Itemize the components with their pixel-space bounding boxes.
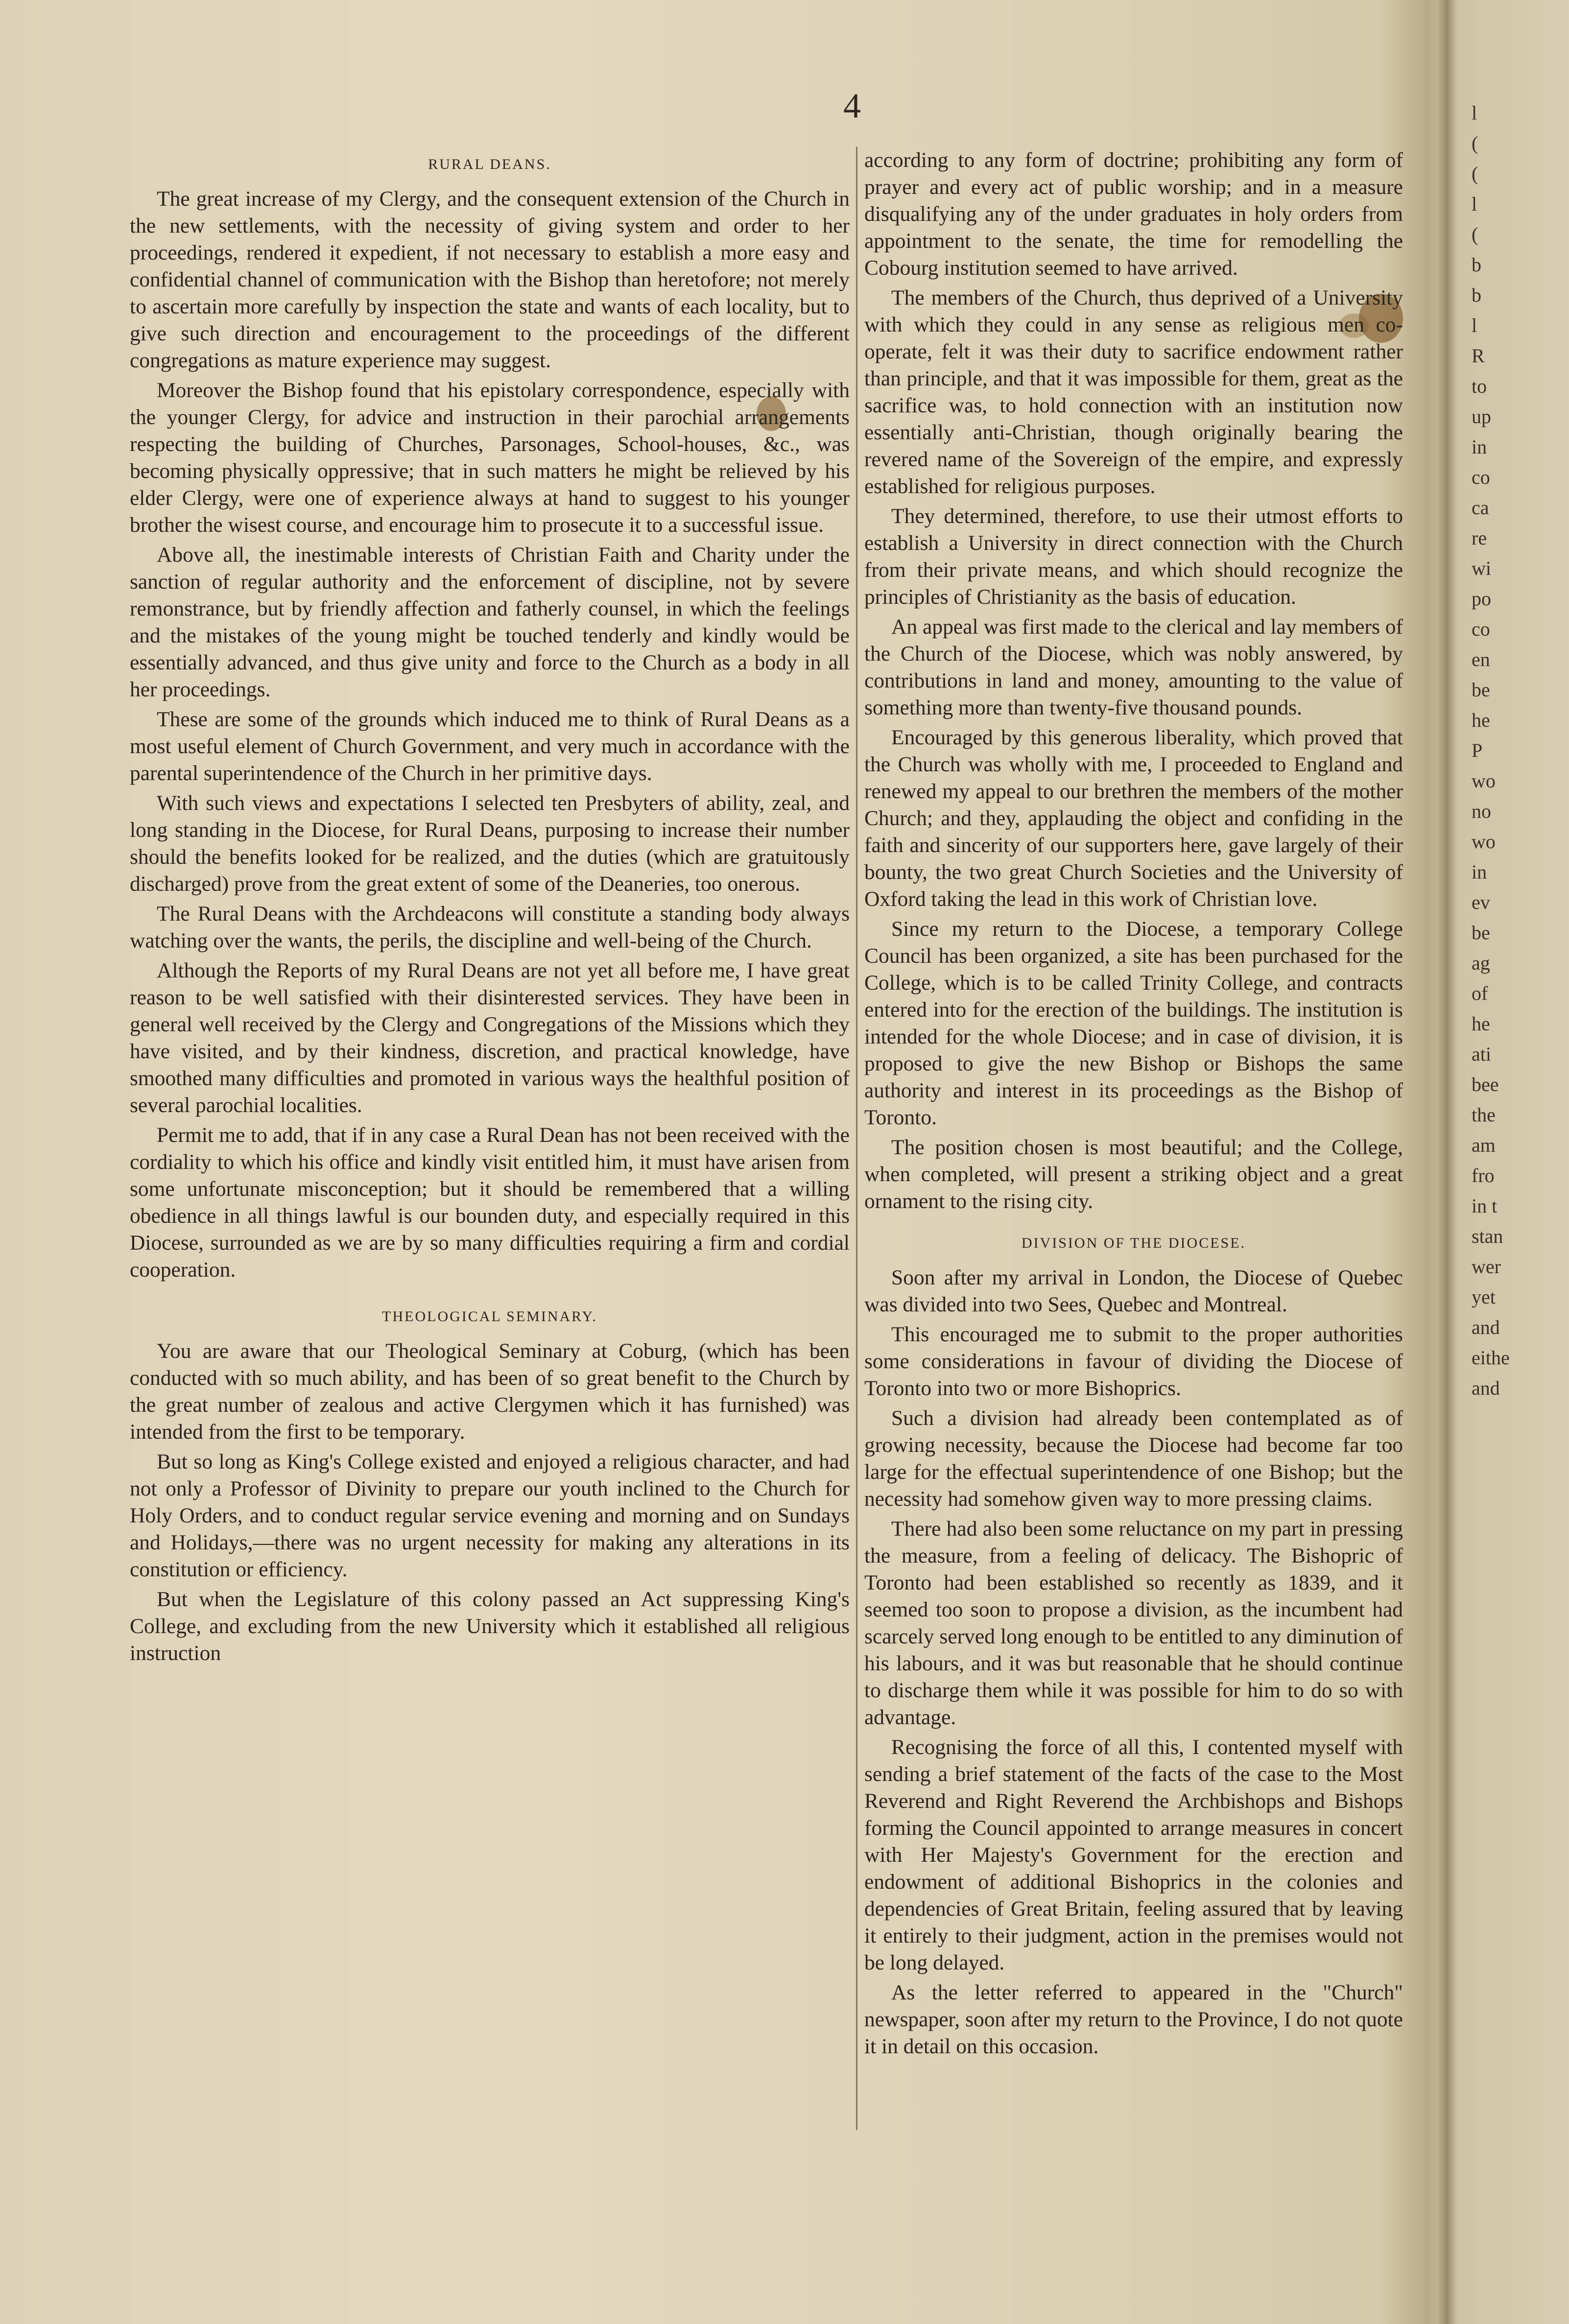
adjacent-page-fragment: wo (1472, 830, 1496, 853)
paragraph: Soon after my arrival in London, the Diocese of Quebec was divided into two Sees, Quebec and Montreal. (864, 1266, 1403, 1316)
adjacent-page-fragment: yet (1472, 1286, 1496, 1308)
adjacent-page-fragment: fro (1472, 1164, 1495, 1186)
paragraph: Since my return to the Diocese, a temporary College Council has been organized, a site has been purchased for the College, which is to be called Trinity College, and contracts entered into for the erection of the buildings. The institution is intended for the whole Diocese; and in case of division, it is proposed to give the new Bishop or Bishops the same authority and interest in its proceedings as the Bishop of Toronto. (864, 917, 1403, 1129)
paragraph: Encouraged by this generous liberality, which proved that the Church was wholly with me, I proceeded to England and renewed my appeal to our brethren the members of the mother Church; and they, applauding the object and confiding in the faith and sincerity of our supporters here, gave largely of their bounty, the two great Church Societies and the University of Oxford taking the lead in this work of Christian love. (864, 726, 1403, 911)
adjacent-page-fragment: ati (1472, 1043, 1491, 1065)
paragraph: The Rural Deans with the Archdeacons will constitute a standing body always watching over the wants, the perils, the discipline and well-being of the Church. (130, 902, 850, 952)
adjacent-page-fragment: re (1472, 527, 1487, 549)
adjacent-page-fragment: po (1472, 588, 1491, 610)
column-rule (856, 147, 857, 2130)
adjacent-page-fragment: ag (1472, 952, 1490, 974)
adjacent-page-fragment: eithe (1472, 1347, 1510, 1369)
paragraph: You are aware that our Theological Seminary at Coburg, (which has been conducted with so much ability, and has been of so great benefit to the Church by the great number of zealous and active Clergymen which it has furnished) was intended from the first to be temporary. (130, 1339, 850, 1444)
left-column (130, 147, 850, 1670)
paragraph: Moreover the Bishop found that his epistolary correspondence, especially with the younger Clergy, for advice and instruction in their parochial arrangements respecting the building of Churches, Parsonages, School-houses, &c., was becoming physically oppressive; that in such matters he might be relieved by his elder Clergy, were one of experience always at hand to suggest to his younger brother the wisest course, and encourage him to prosecute it to a successful issue. (130, 379, 850, 537)
paragraph: The great increase of my Clergy, and the consequent extension of the Church in the new settlements, with the necessity of giving system and order to her proceedings, rendered it expedient, if not necessary to establish a more easy and confidential channel of communication with the Bishop than heretofore; not merely to ascertain more carefully by inspection the state and wants of each locality, but to give such direction and encouragement to the proceedings of the different congregations as mature experience may suggest. (130, 187, 850, 372)
adjacent-page-fragment: R (1472, 345, 1485, 367)
adjacent-page-fragment: he (1472, 709, 1490, 731)
paragraph: But when the Legislature of this colony passed an Act suppressing King's College, and excluding from the new University which it established all religious instruction (130, 1588, 850, 1665)
adjacent-page-fragment: no (1472, 800, 1491, 822)
adjacent-page-fragment: co (1472, 466, 1490, 488)
page-number: 4 (843, 86, 861, 125)
adjacent-page-fragment: in (1472, 861, 1487, 883)
adjacent-page-fragment: b (1472, 284, 1481, 306)
paragraph: But so long as King's College existed and enjoyed a religious character, and had not only a Professor of Divinity to prepare our youth inclined to the Church for Holy Orders, and to conduct regular service evening and morning and on Sundays and Holidays,—there was no urgent necessity for making any alterations in its constitution or efficiency. (130, 1450, 850, 1581)
adjacent-page-fragment: stan (1472, 1225, 1503, 1247)
paragraph: Although the Reports of my Rural Deans are not yet all before me, I have great reason to be well satisfied with their disinterested services. They have been in general well received by the Clergy and Congregations of the Missions which they have visited, and by their kindness, discretion, and practical knowledge, have smoothed many difficulties and promoted in various ways the healthful position of several parochial localities. (130, 959, 850, 1117)
adjacent-page-fragment: bee (1472, 1073, 1499, 1095)
paragraph: Above all, the inestimable interests of Christian Faith and Charity under the sanction of regular authority and the enforcement of discipline, not by severe remonstrance, but by friendly affection and fatherly counsel, in which the feelings and the mistakes of the young might be touched tenderly and kindly would be essentially advanced, and thus give unity and force to the Church as a body in all her proceedings. (130, 543, 850, 701)
adjacent-page-fragment: ( (1472, 132, 1478, 154)
adjacent-page-fragment: l (1472, 102, 1477, 124)
adjacent-page-fragment: in t (1472, 1195, 1498, 1217)
adjacent-page-fragment: up (1472, 405, 1491, 427)
paragraph: Permit me to add, that if in any case a Rural Dean has not been received with the cordiality to which his office and kindly visit entitled him, it must have arisen from some unfortunate misconception; but it should be remembered that a willing obedience in all things lawful is our bounden duty, and especially required in this Diocese, surrounded as we are by so many difficulties requiring a firm and cordial cooperation. (130, 1123, 850, 1281)
adjacent-page-fragment: ( (1472, 223, 1478, 245)
adjacent-page-fragment: am (1472, 1134, 1496, 1156)
binding-gutter (1437, 0, 1457, 2324)
adjacent-page-fragment: be (1472, 922, 1490, 944)
adjacent-page-fragment: wi (1472, 557, 1491, 579)
adjacent-page-fragments (1472, 98, 1569, 2253)
section-heading: THEOLOGICAL SEMINARY. (382, 1308, 597, 1325)
adjacent-page-fragment: ca (1472, 497, 1489, 519)
adjacent-page-fragment: he (1472, 1013, 1490, 1035)
adjacent-page-fragment: l (1472, 314, 1477, 336)
adjacent-page-fragment: ( (1472, 163, 1478, 185)
paragraph: With such views and expectations I selected ten Presbyters of ability, zeal, and long standing in the Diocese, for Rural Deans, purposing to increase their number should the benefits looked for be realized, and the duties (which are gratuitously discharged) prove from the great extent of some of the Deaneries, too onerous. (130, 791, 850, 896)
paragraph: Recognising the force of all this, I contented myself with sending a brief statement of the facts of the case to the Most Reverend and Right Reverend the Archbishops and Bishops forming the Council appointed to arrange measures in concert with Her Majesty's Government for the erection and endowment of additional Bishoprics in the colonies and dependencies of Great Britain, feeling assured that by leaving it entirely to their judgment, action in the premises would not be long delayed. (864, 1735, 1403, 1974)
adjacent-page-fragment: wer (1472, 1256, 1501, 1278)
paragraph: The position chosen is most beautiful; and the College, when completed, will present a striking object and a great ornament to the rising city. (864, 1136, 1403, 1213)
section-heading: RURAL DEANS. (428, 156, 551, 172)
paragraph: This encouraged me to submit to the proper authorities some considerations in favour of dividing the Diocese of Toronto into two or more Bishoprics. (864, 1323, 1403, 1400)
adjacent-page-fragment: P (1472, 739, 1483, 761)
adjacent-page-fragment: ev (1472, 891, 1490, 913)
adjacent-page-fragment: l (1472, 193, 1477, 215)
adjacent-page-fragment: to (1472, 375, 1487, 397)
adjacent-page-fragment: in (1472, 436, 1487, 458)
adjacent-page-fragment: co (1472, 618, 1490, 640)
paragraph: As the letter referred to appeared in the "Church" newspaper, soon after my return to the Province, I do not quote it in detail on this occasion. (864, 1981, 1403, 2058)
section-heading: DIVISION OF THE DIOCESE. (1021, 1235, 1246, 1251)
paragraph: They determined, therefore, to use their utmost efforts to establish a University in direct connection with the Church from their private means, and which should recognize the principles of Christianity as the basis of education. (864, 504, 1403, 609)
adjacent-page-fragment: be (1472, 679, 1490, 701)
paragraph: Such a division had already been contemplated as of growing necessity, because the Diocese had become far too large for the effectual superintendence of one Bishop; but the necessity had somehow given way to more pressing claims. (864, 1406, 1403, 1511)
paragraph-continuation: according to any form of doctrine; prohibiting any form of prayer and every act of public worship; and in a measure disqualifying any of the under graduates in holy orders from appointment to the senate, the time for remodelling the Cobourg institution seemed to have arrived. (864, 148, 1403, 280)
adjacent-page-fragment: the (1472, 1104, 1496, 1126)
paragraph: There had also been some reluctance on my part in pressing the measure, from a feeling of delicacy. The Bishopric of Toronto had been established so recently as 1839, and it seemed too soon to propose a division, as the incumbent had scarcely served long enough to be entitled to any diminution of his labours, and it was but reasonable that he should continue to discharge them while it was possible for him to do so with advantage. (864, 1517, 1403, 1729)
paragraph: The members of the Church, thus deprived of a University with which they could in any sense as religious men co-operate, felt it was their duty to sacrifice endowment rather than principle, and that it was impossible for them, great as the sacrifice was, to hold connection with an institution now essentially anti-Christian, though originally bearing the revered name of the Sovereign of the empire, and expressly established for religious purposes. (864, 286, 1403, 498)
adjacent-page-fragment: en (1472, 648, 1490, 670)
paragraph: An appeal was first made to the clerical and lay members of the Church of the Diocese, which was nobly answered, by contributions in land and money, amounting to the value of something more than twenty-five thousand pounds. (864, 615, 1403, 719)
adjacent-page-fragment: and (1472, 1377, 1500, 1399)
right-column (864, 147, 1403, 2063)
adjacent-page-fragment: b (1472, 254, 1481, 276)
adjacent-page-fragment: and (1472, 1316, 1500, 1338)
paragraph: These are some of the grounds which induced me to think of Rural Deans as a most useful element of Church Government, and very much in accordance with the parental superintendence of the Church in her primitive days. (130, 708, 850, 785)
adjacent-page-fragment: wo (1472, 770, 1496, 792)
adjacent-page-fragment: of (1472, 982, 1488, 1004)
